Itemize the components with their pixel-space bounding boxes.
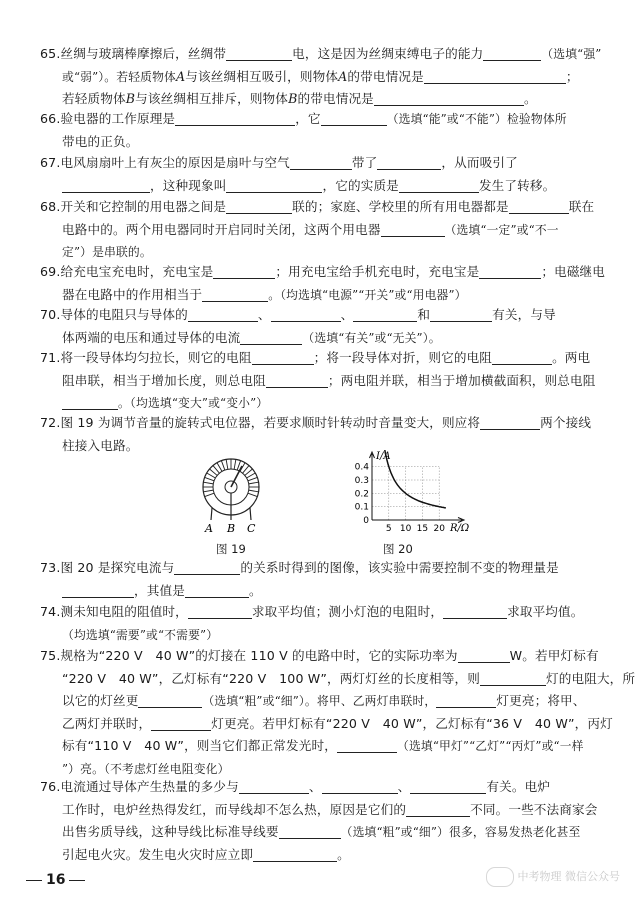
q73-number: 73. (40, 560, 61, 575)
blank (430, 307, 492, 322)
q65-number: 65. (40, 46, 61, 61)
q70-number: 70. (40, 307, 61, 322)
terminal-c-lead (250, 508, 251, 520)
question-66: 66.验电器的工作原理是 ，它 （选填“能”或“不能”）检验物体所 带电的正负。 (40, 111, 567, 149)
chart-x-tick-label: 10 (399, 524, 412, 534)
terminal-b-label: B (227, 522, 236, 535)
figures-area (190, 452, 490, 557)
blank (226, 46, 292, 61)
blank (322, 779, 398, 794)
chart-y-axis-label: I/A (376, 451, 391, 462)
chart-y-tick-label: 0.3 (354, 476, 369, 486)
question-68: 68.开关和它控制的用电器之间是 联的；家庭、学校里的所有用电器都是 联在 电路中的。两个用电器同时开启同时关闭，这两个用电器 （选填“一定”或“不一 定”）是串联的。 (40, 199, 595, 260)
blank (492, 350, 552, 365)
question-74: 74.测未知电阻的阻值时， 求取平均值；测小灯泡的电阻时， 求取平均值。 （均选填“需要”或“不需要”） (40, 604, 584, 642)
blank (151, 716, 211, 731)
question-75: 75.规格为“220 V 40 W”的灯接在 110 V 的电路中时，它的实际功率为 W。若甲灯标有 “220 V 40 W”，乙灯标有“220 V 100 W”，两灯灯丝的长度相等，则 灯的电阻大，所 以它的灯丝更 （选填“粗”或“细”）。将甲、乙两灯串联时， 灯更亮；将甲、 乙两灯并联时， 灯更亮。若甲灯标有“220 V 40 W”，乙灯标有“36 V 40 W”，丙灯 标有“110 V 40 W”，则当它们都正常发光时， （选填“甲灯”“乙灯”“丙灯”或“一样 ”）亮。（不考虑灯丝电阻变化） (40, 648, 636, 776)
blank (240, 330, 302, 345)
blank (239, 779, 309, 794)
chart-x-axis-label: R/Ω (450, 523, 470, 534)
chart-y-tick-label: 0.2 (354, 489, 369, 500)
question-69: 69.给充电宝充电时，充电宝是 ；用充电宝给手机充电时，充电宝是 ；电磁继电 器在电路中的作用相当于 。（均选填“电源”“开关”或“用电器”） (40, 264, 606, 302)
blank (480, 671, 546, 686)
blank (175, 111, 295, 126)
question-65: 65.丝绸与玻璃棒摩擦后，丝绸带 电，这是因为丝绸束缚电子的能力 （选填“强” 或“弱”）。若轻质物体A与该丝绸相互吸引，则物体A的带电情况是 ； 若轻质物体B与该丝绸相互排斥，则物体B的带电情况是 。 (40, 46, 602, 107)
blank (321, 111, 387, 126)
coil-turn (217, 463, 222, 472)
blank (252, 350, 314, 365)
terminal-c-label: C (247, 522, 256, 535)
coil-turn (226, 459, 228, 469)
coil-turn (207, 473, 216, 478)
chart-x-tick-label: 20 (433, 524, 445, 534)
chart-axes (370, 452, 465, 523)
blank (188, 307, 258, 322)
blank (337, 738, 397, 753)
coil-turn (245, 469, 253, 475)
q75-number: 75. (40, 648, 61, 663)
footer-dash-right (69, 880, 85, 881)
question-73: 73.图 20 是探究电流与 的关系时得到的图像，该实验中需要控制不变的物理量是 ，其值是 。 (40, 560, 559, 598)
coil-turn (248, 477, 257, 480)
question-70: 70.导体的电阻只与导体的 、 、 和 有关，与导 体两端的电压和通过导体的电流 （选填“有关”或“无关”）。 (40, 307, 556, 345)
blank (424, 69, 566, 84)
blank (509, 199, 569, 214)
chart-series-line (384, 450, 446, 508)
page-number: 16 (46, 872, 66, 888)
q71-number: 71. (40, 350, 61, 365)
coil-turn (205, 477, 214, 480)
blank (174, 560, 240, 575)
coil-turn (203, 482, 213, 484)
blank (188, 604, 252, 619)
figure-19-caption: 图 19 (216, 542, 246, 556)
blank (202, 287, 268, 302)
blank (458, 648, 510, 663)
coil-turn (213, 466, 219, 474)
blank (377, 155, 441, 170)
figure-20-caption: 图 20 (383, 542, 413, 556)
footer-dash-left (26, 880, 42, 881)
blank (290, 155, 352, 170)
blank (381, 222, 445, 237)
question-71: 71.将一段导体均匀拉长，则它的电阻 ；将一段导体对折，则它的电阻 。两电 阻串联，相当于增加长度，则总电阻 ；两电阻并联，相当于增加横截面积，则总电阻 。（均选填“变大”或“变小”） (40, 350, 596, 411)
page-footer (22, 872, 89, 888)
coil-turn (210, 469, 218, 475)
terminal-a-lead (211, 508, 212, 520)
q67-number: 67. (40, 155, 61, 170)
coil-turn (221, 461, 224, 470)
blank (483, 46, 541, 61)
blank (226, 199, 292, 214)
chart-y-tick-label: 0 (363, 516, 369, 526)
blank (410, 779, 486, 794)
blank (185, 583, 249, 598)
blank (62, 583, 134, 598)
figure-19-potentiometer (190, 452, 290, 537)
blank (138, 693, 202, 708)
blank (353, 307, 417, 322)
question-67: 67.电风扇扇叶上有灰尘的原因是扇叶与空气 带了 ，从而吸引了 ，这种现象叫 ，它的实质是 发生了转移。 (40, 155, 556, 193)
coil-turn (248, 493, 257, 496)
chart-x-tick-label: 15 (416, 524, 429, 534)
coil-turn (234, 459, 236, 469)
q76-number: 76. (40, 779, 61, 794)
coil-turn (247, 473, 256, 478)
chart-y-ticks (355, 463, 370, 526)
blank (226, 178, 322, 193)
coil-turn (243, 466, 249, 474)
chart-x-tick-label: 5 (385, 524, 392, 534)
watermark-logo-icon (486, 867, 514, 887)
chart-x-ticks (386, 524, 445, 534)
coil-turn (203, 490, 213, 492)
chart-y-tick-label: 0.1 (354, 502, 369, 513)
q66-number: 66. (40, 111, 61, 126)
q74-number: 74. (40, 604, 61, 619)
blank (62, 178, 150, 193)
coil-turn (205, 493, 214, 496)
question-76: 76.电流通过导体产生热量的多少与 、 、 有关。电炉 工作时，电炉丝热得发红，而导线却不怎么热，原因是它们的 不同。一些不法商家会 出售劣质导线，这种导线比标准导线要 （选填“粗”或“细”）很多，容易发热老化甚至 引起电火灾。发生电火灾时应立即 。 (40, 779, 598, 862)
figure-20-chart (340, 450, 470, 540)
watermark-text: 中考物理 微信公众号 (517, 870, 620, 883)
blank (443, 604, 507, 619)
blank (374, 91, 524, 106)
q68-number: 68. (40, 199, 61, 214)
watermark (486, 867, 621, 887)
q72-number: 72. (40, 415, 61, 430)
blank (279, 824, 341, 839)
blank (406, 802, 470, 817)
chart-y-tick-label: 0.4 (354, 462, 369, 473)
terminal-a-label: A (205, 522, 213, 535)
coil-turn (249, 490, 259, 492)
blank (399, 178, 479, 193)
blank (479, 264, 541, 279)
blank (271, 307, 341, 322)
question-72: 72.图 19 为调节音量的旋转式电位器，若要求顺时针转动时音量变大，则应将 两个接线 柱接入电路。 (40, 415, 592, 453)
blank (62, 395, 118, 410)
blank (213, 264, 275, 279)
coil-turn (249, 482, 259, 484)
blank (266, 373, 328, 388)
blank (480, 415, 540, 430)
q69-number: 69. (40, 264, 61, 279)
blank (436, 693, 496, 708)
blank (253, 847, 337, 862)
